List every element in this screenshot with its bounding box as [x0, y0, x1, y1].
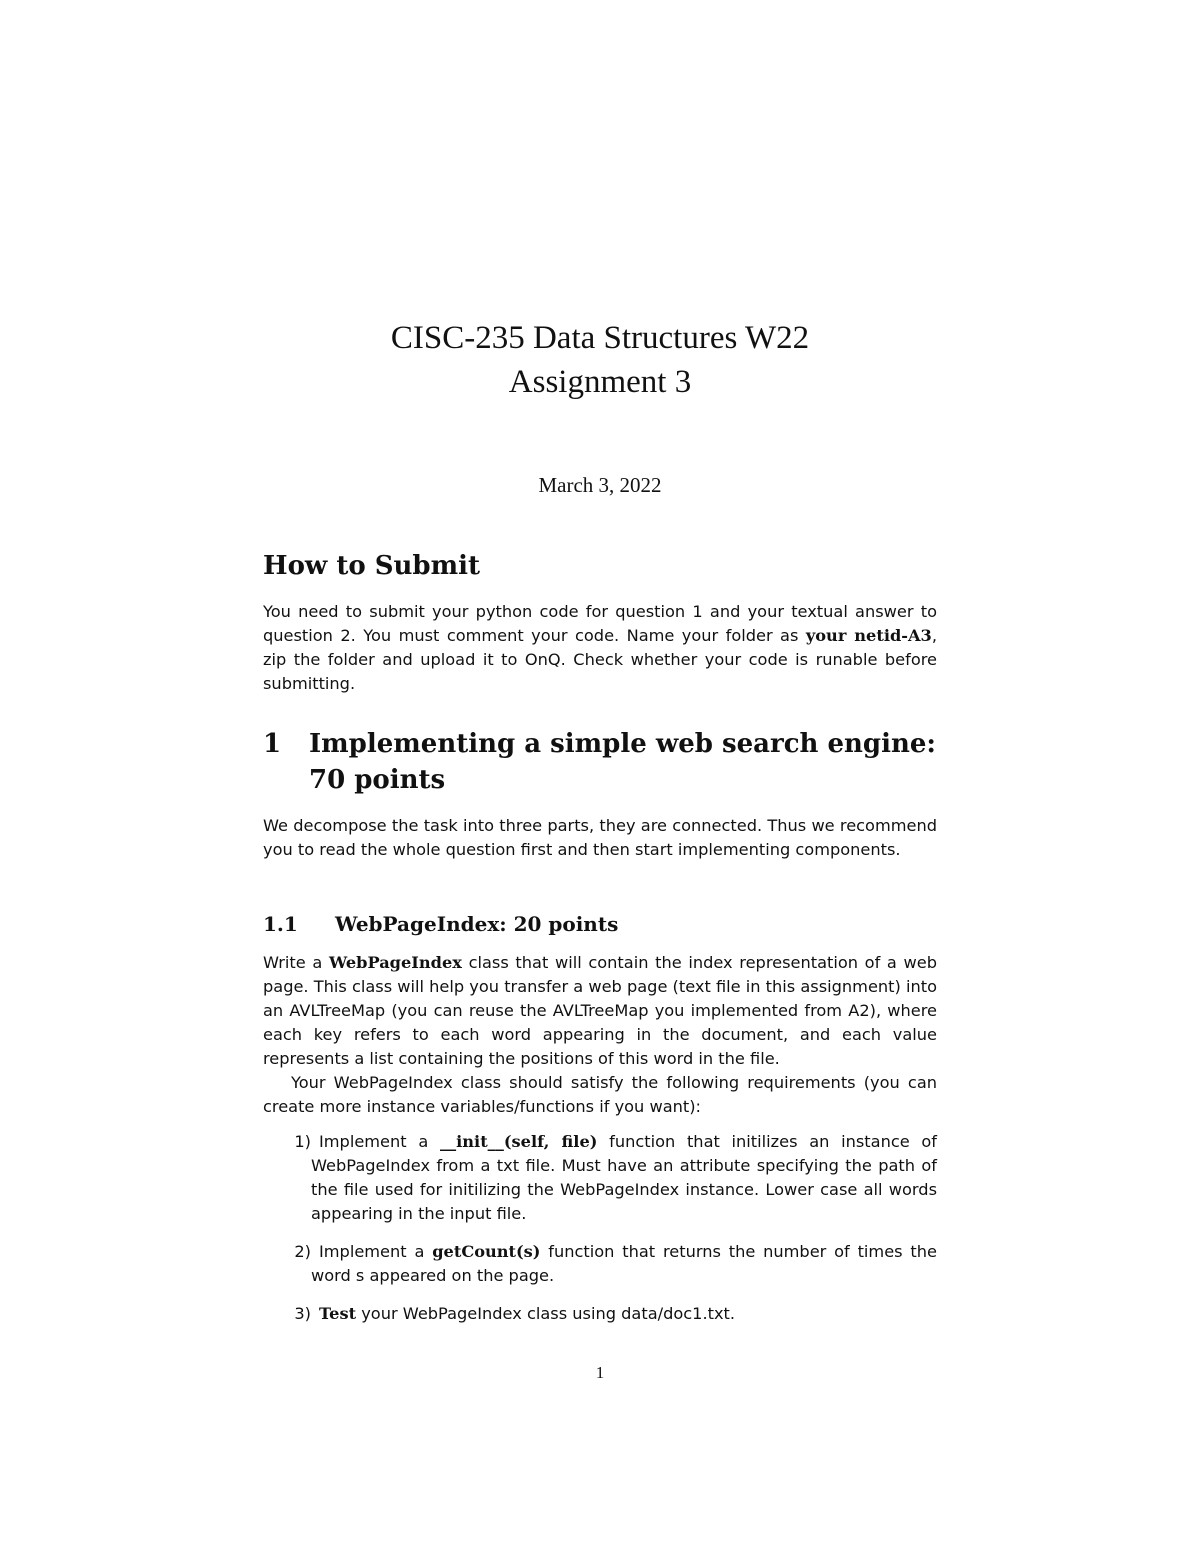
submit-text-part2: , zip the folder and upload it to OnQ. Check whether your code is runable before submitting.	[263, 626, 937, 693]
document-subtitle: Assignment 3	[508, 364, 692, 400]
subsection-1-1-heading	[263, 909, 618, 939]
webpageindex-description	[263, 951, 937, 1071]
section-1-intro	[263, 814, 937, 862]
submit-text-part1: You need to submit your python code for question 1 and your textual answer to question 2. You must comment your code. Name your folder as	[263, 602, 937, 645]
requirement-marker: 3)	[294, 1304, 311, 1323]
requirement-item	[263, 1130, 937, 1226]
requirement-text-pre: Implement a	[319, 1242, 433, 1261]
requirement-item	[263, 1302, 937, 1326]
how-to-submit-heading: How to Submit	[263, 551, 481, 581]
requirements-list	[263, 1130, 937, 1326]
requirement-function: getCount(s)	[432, 1242, 541, 1261]
section-1-intro-text: We decompose the task into three parts, they are connected. Thus we recommend you to read the whole question first and then start implementing components.	[263, 816, 937, 859]
requirement-keyword: Test	[319, 1304, 357, 1323]
section-1-heading	[263, 726, 937, 798]
requirement-text-post: function that initilizes an instance of WebPageIndex from a txt file. Must have an attribute specifying the path of the file used for initilizing the WebPageIndex instance. Lower case all words appearing in the input file.	[311, 1132, 937, 1223]
section-1-title: Implementing a simple web search engine: 70 points	[309, 729, 937, 795]
how-to-submit-paragraph	[263, 600, 937, 696]
page-number: 1	[595, 1363, 605, 1382]
desc-text-b: class that will contain the index representation of a web page. This class will help you transfer a web page (text file in this assignment) into an AVLTreeMap (you can reuse the AVLTreeMap you implemented from A2), where each key refers to each word appearing in the document, and each value represents a list containing the positions of this word in the file.	[263, 953, 937, 1068]
requirement-marker: 1)	[294, 1132, 311, 1151]
desc-class-name: WebPageIndex	[328, 953, 462, 972]
subsection-1-1-title: WebPageIndex: 20 points	[335, 912, 619, 936]
section-1-number: 1	[263, 729, 282, 759]
document-date: March 3, 2022	[538, 473, 662, 497]
subsection-1-1-number: 1.1	[263, 912, 298, 936]
requirement-function: __init__(self, file)	[439, 1132, 598, 1151]
requirement-text-post: your WebPageIndex class using data/doc1.txt.	[356, 1304, 736, 1323]
requirements-intro: Your WebPageIndex class should satisfy the following requirements (you can create more instance variables/functions if you want):	[263, 1073, 937, 1116]
requirement-text-pre	[311, 1304, 319, 1323]
subsection-1-1-body	[263, 951, 937, 1119]
requirement-item	[263, 1240, 937, 1288]
requirement-text-pre: Implement a	[319, 1132, 440, 1151]
requirement-text-post: function that returns the number of times the word s appeared on the page.	[311, 1242, 937, 1285]
desc-text-a: Write a	[263, 953, 329, 972]
requirement-marker: 2)	[294, 1242, 311, 1261]
submit-folder-name: your netid-A3	[805, 626, 932, 645]
document-title: CISC-235 Data Structures W22	[390, 320, 810, 356]
